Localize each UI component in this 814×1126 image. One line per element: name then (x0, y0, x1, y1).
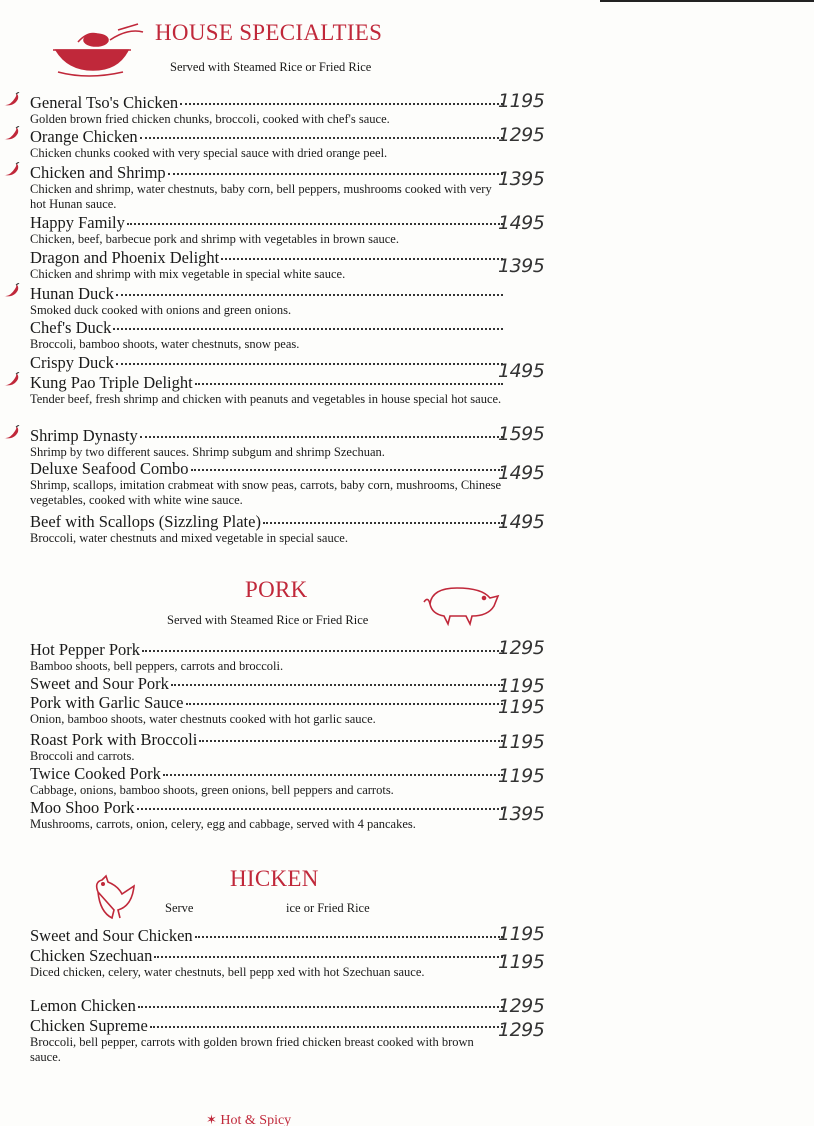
hot-spicy-legend (206, 1112, 291, 1126)
menu-item-description: Bamboo shoots, bell peppers, carrots and broccoli. (30, 659, 284, 673)
menu-item-description: Diced chicken, celery, water chestnuts, bell pepp xed with hot Szechuan sauce. (30, 965, 425, 979)
dot-leader (138, 992, 503, 1008)
menu-item-name: Chicken Supreme (30, 1016, 148, 1035)
menu-item (30, 124, 545, 161)
menu-item-name: Beef with Scallops (Sizzling Plate) (30, 512, 261, 531)
dot-leader (140, 123, 503, 139)
menu-item-name: Chef's Duck (30, 318, 112, 337)
dot-leader (195, 922, 503, 938)
menu-item-name: Hot Pepper Pork (30, 640, 140, 659)
chili-pepper-icon: ✶ (206, 1112, 217, 1126)
menu-item-description: Broccoli, bamboo shoots, water chestnuts, snow peas. (30, 337, 300, 351)
menu-item-description: Tender beef, fresh shrimp and chicken with peanuts and vegetables in house special hot sauce. (30, 392, 502, 406)
menu-item-name: Twice Cooked Pork (30, 764, 161, 783)
menu-item-price: 1195 (498, 696, 545, 718)
chili-pepper-icon (2, 283, 20, 299)
menu-item-name: Chicken and Shrimp (30, 163, 166, 182)
chili-pepper-icon (2, 126, 20, 142)
dot-leader (191, 455, 503, 471)
menu-item (30, 372, 505, 407)
menu-item-description: Onion, bamboo shoots, water chestnuts cooked with hot garlic sauce. (30, 712, 376, 726)
menu-item-description: Broccoli, bell pepper, carrots with golden brown fried chicken breast cooked with brown sauce. (30, 1035, 474, 1064)
wok-illustration-icon (48, 20, 148, 80)
menu-item-description: Chicken and shrimp with mix vegetable in special white sauce. (30, 267, 346, 281)
menu-item-row (30, 1015, 505, 1035)
menu-item (30, 729, 545, 764)
menu-item-name: Deluxe Seafood Combo (30, 459, 189, 478)
menu-item-price: 1495 (498, 212, 545, 234)
menu-item-name: Dragon and Phoenix Delight (30, 248, 220, 267)
menu-item-row (30, 317, 505, 337)
dot-leader (221, 244, 503, 260)
dot-leader (180, 89, 503, 105)
house-specialties-subtitle: Served with Steamed Rice or Fried Rice (170, 60, 372, 74)
menu-item-name: Shrimp Dynasty (30, 426, 138, 445)
menu-item-price: 1295 (498, 995, 545, 1017)
house-specialties-title: HOUSE SPECIALTIES (155, 20, 383, 45)
menu-item-row (30, 425, 505, 445)
menu-item-name: Moo Shoo Pork (30, 798, 135, 817)
menu-item-description: Mushrooms, carrots, onion, celery, egg and cabbage, served with 4 pancakes. (30, 817, 416, 831)
pork-title: PORK (245, 577, 308, 602)
chili-pepper-icon (2, 425, 20, 441)
menu-item-row (30, 458, 505, 478)
menu-item-price: 1195 (498, 951, 545, 973)
menu-item-price: 1495 (498, 360, 545, 382)
menu-item (30, 283, 505, 318)
menu-item (30, 1015, 545, 1065)
menu-item-name: Sweet and Sour Pork (30, 674, 169, 693)
menu-item-price: 1495 (498, 511, 545, 533)
menu-item (30, 637, 545, 674)
menu-item-name: Pork with Garlic Sauce (30, 693, 184, 712)
menu-item-price: 1495 (498, 462, 545, 484)
menu-item-name: Chicken Szechuan (30, 946, 153, 965)
dot-leader (154, 942, 503, 958)
menu-item (30, 511, 545, 546)
hen-illustration-icon (88, 872, 138, 922)
dot-leader (137, 794, 503, 810)
menu-item-description: Chicken, beef, barbecue pork and shrimp with vegetables in brown sauce. (30, 232, 399, 246)
menu-item-name: Happy Family (30, 213, 125, 232)
menu-item-row (30, 162, 505, 182)
menu-item (30, 458, 545, 508)
menu-item-description: Broccoli, water chestnuts and mixed vegetable in special sauce. (30, 531, 348, 545)
menu-item-description: Smoked duck cooked with onions and green onions. (30, 303, 292, 317)
menu-item (30, 945, 545, 980)
dot-leader (163, 760, 503, 776)
menu-item-description: Shrimp by two different sauces. Shrimp subgum and shrimp Szechuan. (30, 445, 385, 459)
menu-item (30, 797, 545, 832)
menu-item-name: Lemon Chicken (30, 996, 136, 1015)
dot-leader (150, 1012, 503, 1028)
menu-item-row (30, 639, 505, 659)
svg-text:wok: wok (48, 20, 50, 21)
menu-item (30, 212, 545, 247)
menu-item-name: Kung Pao Triple Delight (30, 373, 193, 392)
menu-item-row (30, 797, 505, 817)
dot-leader (127, 209, 503, 225)
menu-item-price: 1595 (498, 423, 545, 445)
dot-leader (140, 422, 503, 438)
menu-item-description: Chicken chunks cooked with very special sauce with dried orange peel. (30, 146, 388, 160)
menu-item-row (30, 729, 505, 749)
menu-item-row (30, 283, 505, 303)
menu-item-description: Golden brown fried chicken chunks, broccoli, cooked with chef's sauce. (30, 112, 390, 126)
menu-item-price: 1195 (498, 90, 545, 112)
menu-item-row (30, 692, 505, 712)
dot-leader (186, 689, 503, 705)
menu-item-name: Hunan Duck (30, 284, 114, 303)
menu-item-row (30, 945, 505, 965)
menu-item-description: Broccoli and carrots. (30, 749, 135, 763)
menu-item-row (30, 511, 505, 531)
chili-pepper-icon (2, 372, 20, 388)
menu-item-price: 1295 (498, 124, 545, 146)
pork-subtitle: Served with Steamed Rice or Fried Rice (167, 613, 369, 627)
menu-item-row (30, 126, 505, 146)
menu-item (30, 763, 545, 798)
dot-leader (116, 280, 503, 296)
chicken-subtitle-part-b: ice or Fried Rice (286, 901, 370, 915)
menu-item-price: 1195 (498, 731, 545, 753)
menu-item-description: Chicken and shrimp, water chestnuts, baby corn, bell peppers, mushrooms cooked with very hot Hunan sauce. (30, 182, 492, 211)
hot-spicy-label: Hot & Spicy (220, 1113, 292, 1126)
menu-item-row (30, 247, 505, 267)
pig-illustration-icon (422, 580, 502, 628)
top-rule (600, 0, 814, 2)
dot-leader (113, 314, 503, 330)
menu-item-price: 1395 (498, 255, 545, 277)
menu-item-row (30, 212, 505, 232)
menu-item (30, 317, 505, 352)
menu-item (30, 162, 545, 212)
menu-item-description: Cabbage, onions, bamboo shoots, green onions, bell peppers and carrots. (30, 783, 394, 797)
menu-item-name: Sweet and Sour Chicken (30, 926, 193, 945)
menu-item-name: Roast Pork with Broccoli (30, 730, 198, 749)
dot-leader (116, 349, 503, 365)
menu-item-price: 1195 (498, 923, 545, 945)
menu-item (30, 90, 545, 127)
menu-item-name: Orange Chicken (30, 127, 138, 146)
menu-item-row (30, 92, 505, 112)
menu-item-price: 1195 (498, 675, 545, 697)
chili-pepper-icon (2, 162, 20, 178)
dot-leader (199, 726, 503, 742)
menu-item-price: 1395 (498, 803, 545, 825)
menu-item-row (30, 372, 505, 392)
menu-item-price: 1295 (498, 637, 545, 659)
dot-leader (168, 159, 503, 175)
menu-item-name: Crispy Duck (30, 353, 114, 372)
menu-item-row (30, 763, 505, 783)
menu-item-price: 1195 (498, 765, 545, 787)
menu-item-price: 1395 (498, 168, 545, 190)
menu-item-name: General Tso's Chicken (30, 93, 179, 112)
chicken-subtitle-part-a: Serve (165, 901, 194, 915)
dot-leader (171, 670, 503, 686)
dot-leader (142, 636, 503, 652)
dot-leader (195, 369, 503, 385)
menu-item-description: Shrimp, scallops, imitation crabmeat with snow peas, carrots, baby corn, mushrooms, Chinese vegetables, cooked with white wine sauce. (30, 478, 502, 507)
menu-item-price: 1295 (498, 1019, 545, 1041)
menu-item (30, 247, 545, 282)
chicken-title: HICKEN (230, 866, 319, 891)
dot-leader (263, 508, 503, 524)
menu-item (30, 692, 545, 727)
chili-pepper-icon (2, 92, 20, 108)
